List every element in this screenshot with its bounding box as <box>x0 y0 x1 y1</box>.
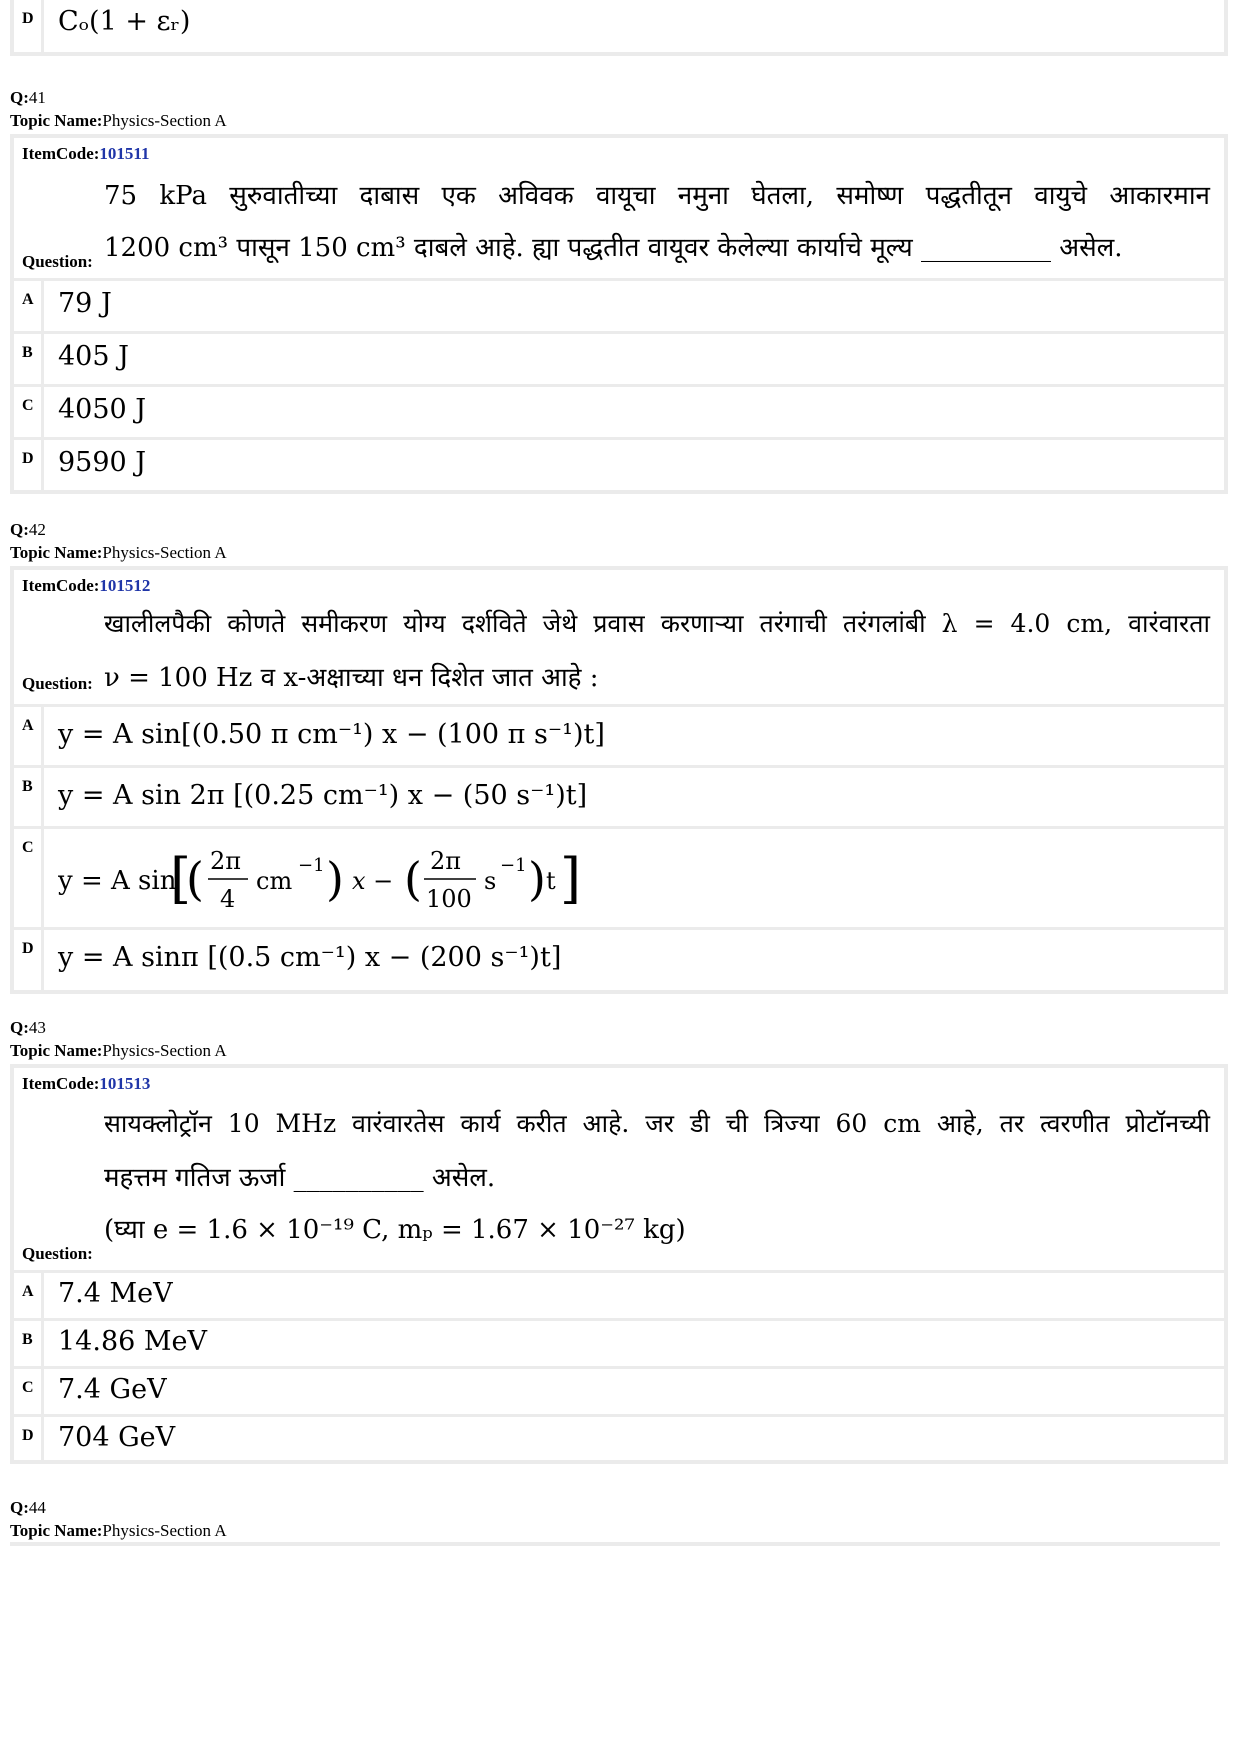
question-line: (घ्या e = 1.6 × 10⁻¹⁹ C, mₚ = 1.67 × 10⁻²⁷ kg) <box>104 1215 686 1245</box>
option-row[interactable] <box>14 826 1224 927</box>
topic-name: Physics-Section A <box>102 111 227 130</box>
eq-bracket-open: [ <box>170 847 192 910</box>
question-header-42 <box>10 518 227 564</box>
eq-bracket-close: ] <box>560 847 582 910</box>
option-value: y = A sinπ [(0.5 cm⁻¹) x − (200 s⁻¹)t] <box>58 942 562 973</box>
option-value: 7.4 MeV <box>58 1278 173 1309</box>
eq-unit1: cm <box>256 867 293 895</box>
option-row[interactable] <box>14 331 1224 384</box>
question-header-44 <box>10 1496 227 1542</box>
q-label: Q: <box>10 520 29 539</box>
eq-num2: 2π <box>430 847 462 875</box>
question-box-41 <box>10 134 1228 494</box>
option-label: B <box>14 334 44 384</box>
option-value: 7.4 GeV <box>58 1374 167 1405</box>
option-value: y = A sin[(0.50 π cm⁻¹) x − (100 π s⁻¹)t] <box>58 719 605 750</box>
question-header-41 <box>10 86 227 132</box>
option-label: A <box>14 281 44 331</box>
topic-name: Physics-Section A <box>102 1521 227 1540</box>
q-number: 42 <box>28 520 46 539</box>
option-row[interactable] <box>14 704 1224 765</box>
option-row[interactable] <box>14 1414 1224 1463</box>
option-value: 9590 J <box>58 447 147 478</box>
option-row[interactable] <box>14 0 1224 52</box>
eq-exp1: −1 <box>298 855 325 876</box>
option-label: D <box>14 440 44 490</box>
item-code: ItemCode:101512 <box>22 576 151 595</box>
q-label: Q: <box>10 1018 29 1037</box>
question-line: सायक्लोट्रॉन 10 MHz वारंवारतेस कार्य करीत आहे. जर डी ची त्रिज्या 60 cm आहे, तर त्वरणीत प्रोटॉनच्यी <box>104 1109 1210 1138</box>
question-label: Question: <box>22 674 93 693</box>
question-line: ν = 100 Hz व x-अक्षाच्या धन दिशेत जात आहे : <box>104 663 599 693</box>
eq-den1: 4 <box>220 885 236 913</box>
option-c-equation <box>58 843 618 917</box>
item-code: ItemCode:101513 <box>22 1074 151 1093</box>
option-value: 405 J <box>58 341 129 372</box>
option-row[interactable] <box>14 765 1224 826</box>
option-label: C <box>14 829 44 927</box>
eq-paren-open-2: ( <box>404 852 422 906</box>
option-label: D <box>14 0 44 52</box>
eq-unit2: s <box>484 867 497 895</box>
option-value-fraction <box>58 843 618 917</box>
question-line: 75 kPa सुरुवातीच्या दाबास एक अविवक वायूचा नमुना घेतला, समोष्ण पद्धतीतून वायुचे आकारमान <box>104 181 1210 211</box>
q-label: Q: <box>10 1498 29 1517</box>
question-label: Question: <box>22 252 93 271</box>
item-code: ItemCode:101511 <box>22 144 150 163</box>
question-line: खालीलपैकी कोणते समीकरण योग्य दर्शविते जेथे प्रवास करणाऱ्या तरंगाची तरंगलांबी λ = 4.0 cm, वारंवारता <box>104 609 1210 638</box>
eq-paren-close: ) <box>326 852 344 906</box>
eq-lead: y = A sin <box>58 866 177 896</box>
topic-label: Topic Name: <box>10 1041 103 1060</box>
option-value: 4050 J <box>58 394 147 425</box>
option-row[interactable] <box>14 1270 1224 1318</box>
option-row[interactable] <box>14 437 1224 490</box>
question-line: महत्तम गतिज ऊर्जा __________ असेल. <box>104 1163 496 1193</box>
question-line: 1200 cm³ पासून 150 cm³ दाबले आहे. ह्या पद्धतीत वायूवर केलेल्या कार्याचे मूल्य __________ असेल. <box>104 233 1123 263</box>
option-label: C <box>14 387 44 437</box>
question-box-43 <box>10 1064 1228 1464</box>
q-number: 43 <box>28 1018 46 1037</box>
question-box-42 <box>10 566 1228 994</box>
option-label: A <box>14 707 44 765</box>
option-row[interactable] <box>14 278 1224 331</box>
eq-den2: 100 <box>426 885 472 913</box>
eq-exp2: −1 <box>500 855 527 876</box>
option-row[interactable] <box>14 384 1224 437</box>
q-number: 44 <box>28 1498 46 1517</box>
topic-name: Physics-Section A <box>102 543 227 562</box>
option-value: Cₒ(1 + εᵣ) <box>58 6 191 37</box>
prev-question-box <box>10 0 1228 56</box>
option-row[interactable] <box>14 927 1224 990</box>
topic-label: Topic Name: <box>10 1521 103 1540</box>
option-label: D <box>14 1417 44 1463</box>
option-label: B <box>14 1321 44 1366</box>
eq-paren-close-2: ) <box>528 852 546 906</box>
option-label: A <box>14 1273 44 1318</box>
eq-mid: x − <box>352 867 394 895</box>
option-label: C <box>14 1369 44 1414</box>
option-value: 704 GeV <box>58 1422 176 1453</box>
option-label: B <box>14 768 44 826</box>
option-value: 14.86 MeV <box>58 1326 208 1357</box>
question-header-43 <box>10 1016 227 1062</box>
eq-tail: t <box>546 867 556 895</box>
q-number: 41 <box>28 88 46 107</box>
topic-label: Topic Name: <box>10 111 103 130</box>
eq-num1: 2π <box>210 847 242 875</box>
topic-name: Physics-Section A <box>102 1041 227 1060</box>
option-value: 79 J <box>58 288 112 319</box>
topic-label: Topic Name: <box>10 543 103 562</box>
question-label: Question: <box>22 1244 93 1263</box>
question-box-44-top-border <box>10 1542 1220 1546</box>
q-label: Q: <box>10 88 29 107</box>
option-value: y = A sin 2π [(0.25 cm⁻¹) x − (50 s⁻¹)t] <box>58 780 588 811</box>
option-row[interactable] <box>14 1366 1224 1414</box>
eq-paren-open: ( <box>186 852 204 906</box>
option-label: D <box>14 930 44 990</box>
option-row[interactable] <box>14 1318 1224 1366</box>
